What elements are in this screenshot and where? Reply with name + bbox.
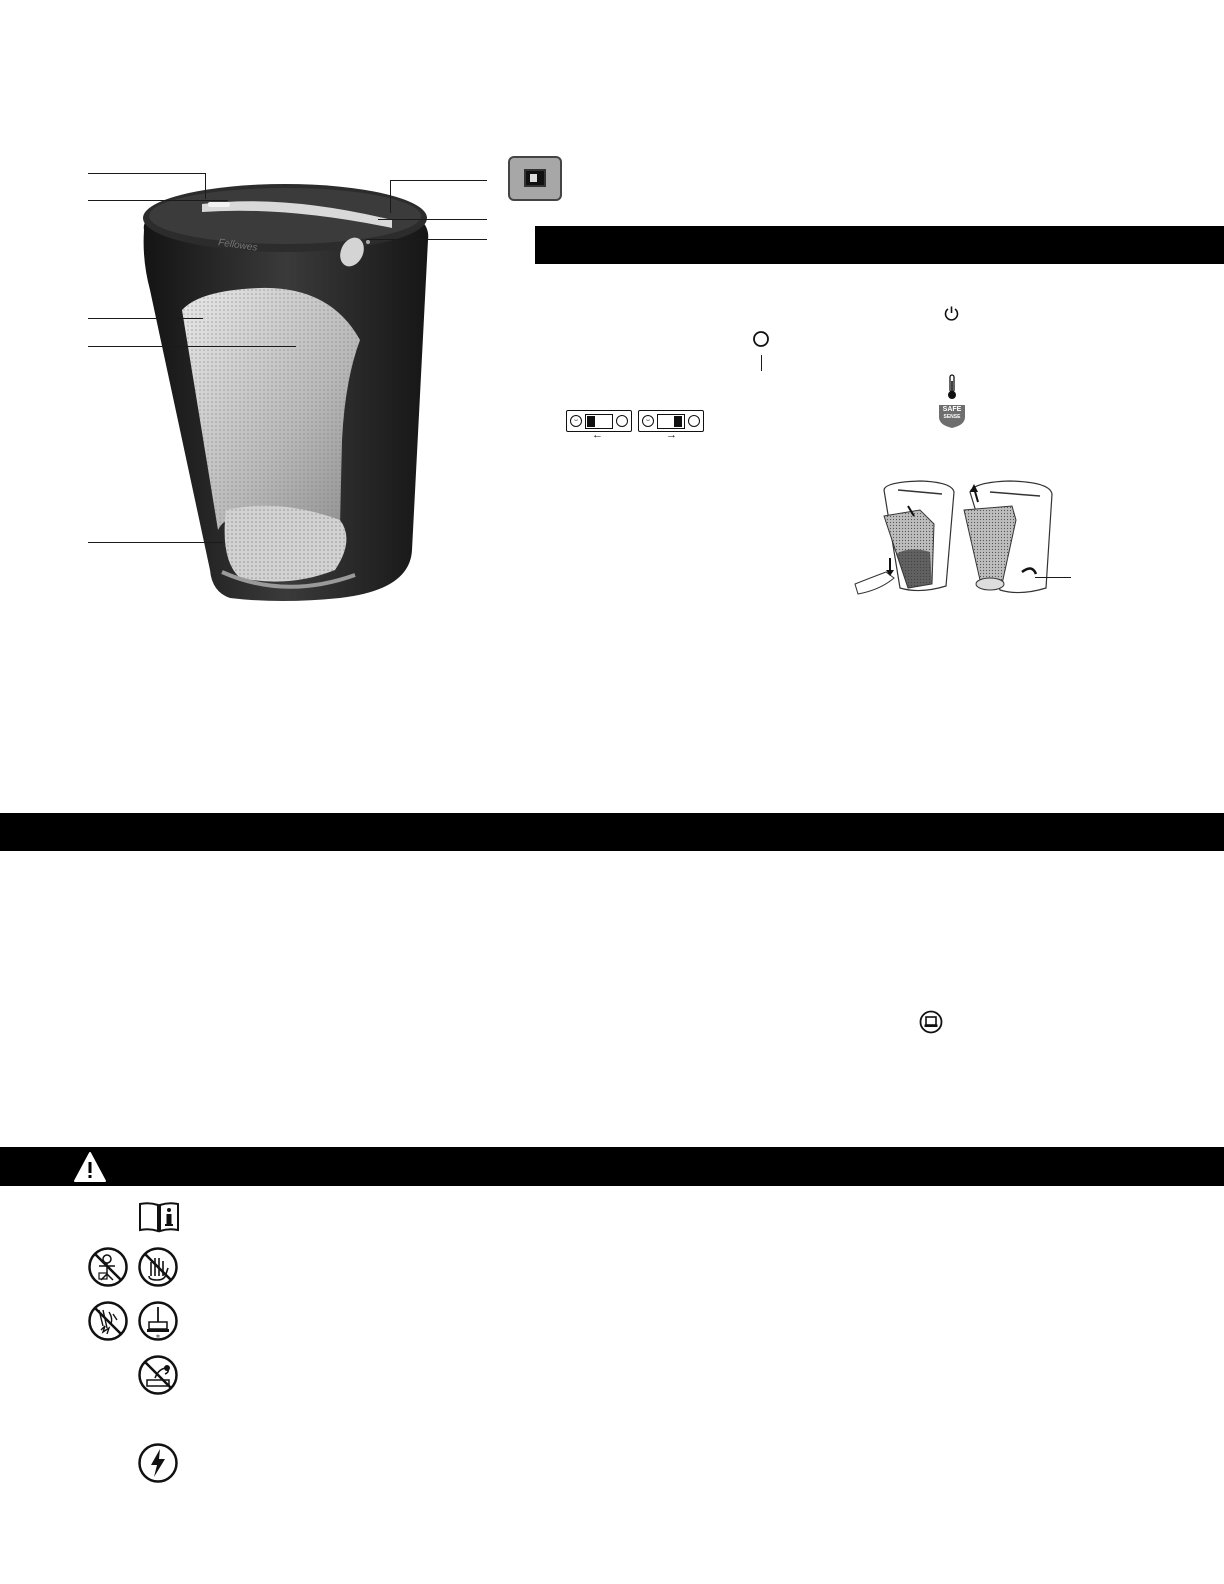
read-manual-icon bbox=[137, 1200, 181, 1234]
section-bar-safety bbox=[0, 1147, 1224, 1186]
safesense-icon bbox=[937, 403, 967, 429]
thermometer-icon bbox=[946, 374, 958, 400]
bin-full-icon bbox=[919, 1010, 943, 1034]
callout-tick-paper-entry bbox=[205, 173, 206, 199]
safesense-line1: SAFE bbox=[942, 406, 962, 413]
safesense-line2: SENSE bbox=[943, 414, 961, 420]
warning-triangle-icon bbox=[73, 1151, 107, 1183]
callout-line-window bbox=[88, 318, 203, 319]
line-on-icon bbox=[761, 355, 762, 371]
basket-removal-illustration bbox=[850, 476, 1070, 602]
electrical-hazard-icon bbox=[137, 1442, 179, 1484]
switch-diagram-left: ⌣ ← bbox=[566, 410, 632, 442]
callout-tick-control-switch bbox=[390, 180, 391, 213]
no-loose-clothing-icon bbox=[87, 1300, 129, 1342]
section-bar-top bbox=[535, 226, 1224, 264]
circle-off-icon bbox=[752, 330, 770, 348]
callout-line-control-switch bbox=[390, 180, 487, 181]
no-hair-icon bbox=[137, 1354, 179, 1396]
callout-line-basket bbox=[88, 346, 296, 347]
rocker-switch-icon bbox=[508, 156, 562, 201]
switch-right-arrow: → bbox=[666, 429, 677, 441]
callout-line-paper-entry bbox=[88, 173, 205, 174]
no-children-icon bbox=[87, 1246, 129, 1288]
callout-line-pedal bbox=[88, 542, 223, 543]
callout-line-cutting-head bbox=[88, 200, 228, 201]
brand-logo: Fellowes bbox=[217, 237, 259, 254]
power-icon bbox=[943, 305, 960, 322]
svg-text:✲: ✲ bbox=[155, 1334, 161, 1340]
no-aerosol-icon bbox=[137, 1300, 179, 1342]
callout-line-led bbox=[366, 239, 487, 240]
callout-line-slot bbox=[378, 219, 487, 220]
no-hands-icon bbox=[137, 1246, 179, 1288]
switch-diagram-right: ⌣ → bbox=[638, 410, 704, 442]
section-bar-middle bbox=[0, 813, 1224, 851]
switch-left-arrow: ← bbox=[592, 429, 603, 441]
callout-line-basket-illustration bbox=[1035, 577, 1071, 578]
